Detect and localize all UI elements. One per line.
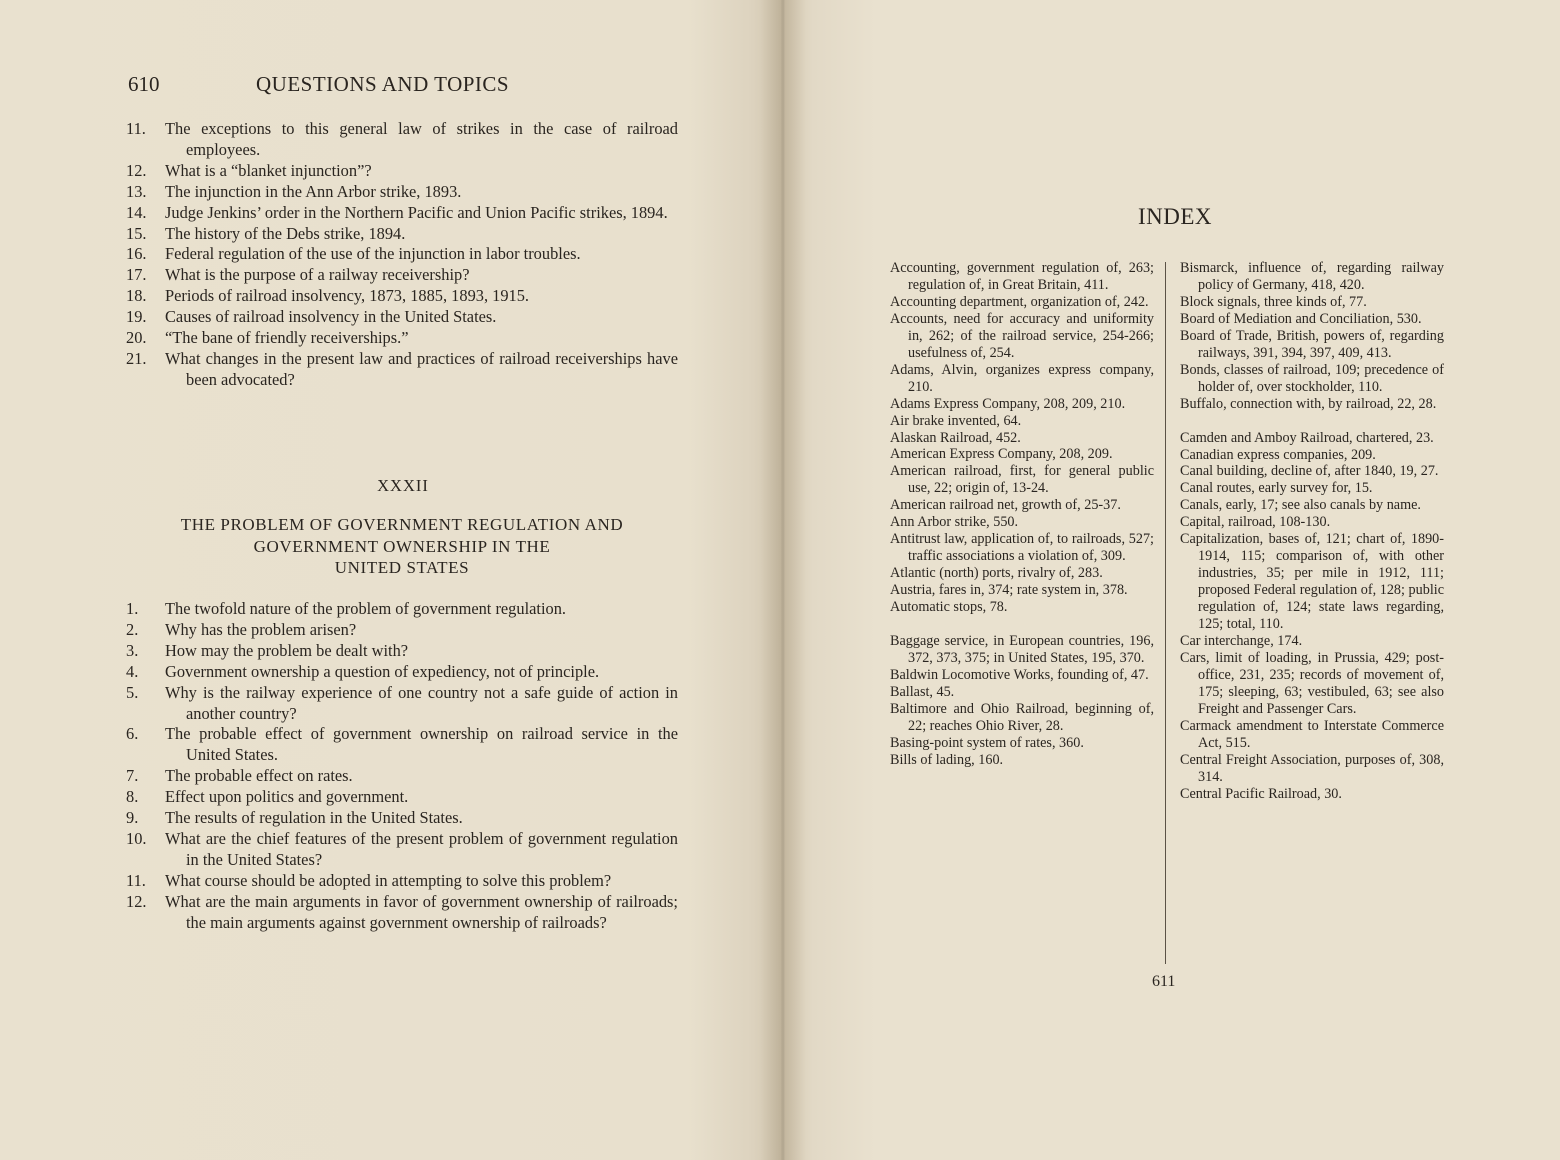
question-item	[126, 766, 678, 787]
question-item	[126, 182, 678, 203]
index-column-left	[890, 260, 1154, 769]
index-entry: Board of Trade, British, powers of, regarding railways, 391, 394, 397, 409, 413.	[1180, 327, 1444, 361]
question-number: 21.	[126, 348, 147, 368]
question-number: 16.	[126, 244, 147, 264]
question-text: Causes of railroad insolvency in the United States.	[165, 307, 497, 327]
index-entry: Antitrust law, application of, to railroads, 527; traffic associations a violation of, 309.	[890, 531, 1154, 565]
question-number: 19.	[126, 307, 147, 327]
index-entry: Canal building, decline of, after 1840, 19, 27.	[1180, 463, 1439, 480]
index-entry: Adams Express Company, 208, 209, 210.	[890, 395, 1126, 412]
question-number: 10.	[126, 828, 147, 848]
question-number: 7.	[126, 766, 139, 786]
question-item	[126, 286, 678, 307]
question-item	[126, 871, 678, 892]
question-text: How may the problem be dealt with?	[165, 640, 409, 660]
index-entry: Bonds, classes of railroad, 109; precedence of holder of, over stockholder, 110.	[1180, 361, 1444, 395]
question-item	[126, 683, 678, 725]
question-item	[126, 265, 678, 286]
question-list-top	[126, 119, 678, 391]
index-entry: Alaskan Railroad, 452.	[890, 429, 1021, 446]
index-entry: Bills of lading, 160.	[890, 751, 1004, 768]
question-number: 5.	[126, 682, 139, 702]
question-number: 9.	[126, 808, 139, 828]
running-head	[128, 72, 678, 98]
index-entry: Car interchange, 174.	[1180, 633, 1303, 650]
question-number: 1.	[126, 599, 139, 618]
section-title	[126, 514, 678, 579]
question-text: Why is the railway experience of one country not a safe guide of action in another country?	[165, 682, 678, 723]
question-number: 20.	[126, 328, 147, 348]
question-number: 11.	[126, 870, 146, 890]
index-entry: Baggage service, in European countries, 196, 372, 373, 375; in United States, 195, 370.	[890, 633, 1154, 666]
question-number: 8.	[126, 787, 139, 807]
question-number: 15.	[126, 223, 147, 243]
column-divider	[1165, 262, 1166, 964]
page-number-right: 611	[1152, 973, 1176, 990]
index-entry: Central Pacific Railroad, 30.	[1180, 785, 1342, 802]
index-entry: American Express Company, 208, 209.	[890, 446, 1113, 463]
question-number: 11.	[126, 119, 146, 138]
question-text: What are the main arguments in favor of government ownership of railroads; the main arguments against government ownership of railroads?	[165, 891, 678, 932]
index-entry: Capital, railroad, 108-130.	[1180, 514, 1331, 531]
question-text: What are the chief features of the present problem of government regulation in the United States?	[165, 828, 678, 869]
index-letter-gap	[1180, 413, 1444, 430]
index-entry: Ballast, 45.	[890, 683, 955, 700]
index-entry: Canals, early, 17; see also canals by name.	[1180, 497, 1421, 514]
question-text: Government ownership a question of expediency, not of principle.	[165, 661, 600, 681]
index-entry: Central Freight Association, purposes of, 308, 314.	[1180, 751, 1444, 785]
question-item	[126, 787, 678, 808]
index-entry: Bismarck, influence of, regarding railway policy of Germany, 418, 420.	[1180, 260, 1444, 293]
question-number: 12.	[126, 160, 147, 180]
question-item	[126, 599, 678, 620]
index-entry: Air brake invented, 64.	[890, 412, 1022, 429]
question-text: What changes in the present law and practices of railroad receiverships have been advocated?	[165, 348, 678, 389]
question-item	[126, 892, 678, 934]
index-column-right	[1180, 260, 1444, 803]
index-entry: Accounting, government regulation of, 263; regulation of, in Great Britain, 411.	[890, 260, 1154, 293]
question-item	[126, 620, 678, 641]
question-number: 3.	[126, 640, 139, 660]
question-list-bottom	[126, 599, 678, 934]
index-entry: American railroad net, growth of, 25-37.	[890, 497, 1121, 514]
question-item	[126, 662, 678, 683]
index-title: INDEX	[1137, 204, 1213, 229]
index-entry: American railroad, first, for general public use, 22; origin of, 13-24.	[890, 463, 1154, 497]
question-item	[126, 349, 678, 391]
question-item	[126, 224, 678, 245]
question-text: “The bane of friendly receiverships.”	[165, 328, 409, 348]
index-entry: Capitalization, bases of, 121; chart of, 1890-1914, 115; comparison of, with other industries, 35; per mile in 1912, 111; proposed Federal regulation of, 128; public regulation of, 124; state laws regarding, 125; total, 110.	[1180, 531, 1444, 633]
index-entry: Camden and Amboy Railroad, chartered, 23.	[1180, 429, 1434, 446]
index-entry: Ann Arbor strike, 550.	[890, 514, 1019, 531]
question-item	[126, 244, 678, 265]
index-entry: Cars, limit of loading, in Prussia, 429; post-office, 231, 235; records of movement of, 175; sleeping, 63; vestibuled, 63; see also Freight and Passenger Cars.	[1180, 649, 1444, 717]
index-entry: Board of Mediation and Conciliation, 530.	[1180, 310, 1422, 327]
question-item	[126, 829, 678, 871]
question-item	[126, 641, 678, 662]
index-entry: Block signals, three kinds of, 77.	[1180, 293, 1367, 310]
question-number: 12.	[126, 891, 147, 911]
index-entry: Austria, fares in, 374; rate system in, 378.	[890, 582, 1128, 599]
index-entry: Canal routes, early survey for, 15.	[1180, 480, 1373, 497]
question-item	[126, 161, 678, 182]
section-title-line: UNITED STATES	[334, 558, 470, 577]
question-number: 13.	[126, 181, 147, 201]
question-text: Why has the problem arisen?	[165, 619, 357, 639]
question-number: 6.	[126, 724, 139, 744]
index-entry: Buffalo, connection with, by railroad, 22, 28.	[1180, 395, 1437, 412]
index-entry: Basing-point system of rates, 360.	[890, 734, 1084, 751]
question-text: Federal regulation of the use of the injunction in labor troubles.	[165, 244, 581, 264]
question-text: The probable effect on rates.	[165, 766, 353, 786]
question-item	[126, 119, 678, 161]
question-text: What course should be adopted in attempting to solve this problem?	[165, 870, 612, 890]
question-number: 17.	[126, 265, 147, 285]
index-entry: Baldwin Locomotive Works, founding of, 47.	[890, 666, 1149, 683]
book-gutter	[760, 0, 806, 1160]
index-letter-gap	[890, 616, 1154, 633]
question-text: What is a “blanket injunction”?	[165, 160, 372, 180]
question-text: The history of the Debs strike, 1894.	[165, 223, 406, 243]
question-text: Judge Jenkins’ order in the Northern Pacific and Union Pacific strikes, 1894.	[165, 202, 668, 222]
section-title-line: THE PROBLEM OF GOVERNMENT REGULATION AND	[180, 515, 624, 534]
question-number: 4.	[126, 661, 139, 681]
question-item	[126, 808, 678, 829]
question-number: 2.	[126, 619, 139, 639]
question-text: Periods of railroad insolvency, 1873, 1885, 1893, 1915.	[165, 286, 530, 306]
question-text: The injunction in the Ann Arbor strike, 1893.	[165, 181, 462, 201]
question-item	[126, 203, 678, 224]
question-number: 14.	[126, 202, 147, 222]
index-entry: Baltimore and Ohio Railroad, beginning of, 22; reaches Ohio River, 28.	[890, 700, 1154, 734]
question-text: Effect upon politics and government.	[165, 787, 409, 807]
index-entry: Canadian express companies, 209.	[1180, 446, 1376, 463]
index-entry: Atlantic (north) ports, rivalry of, 283.	[890, 565, 1103, 582]
index-entry: Adams, Alvin, organizes express company, 210.	[890, 361, 1154, 395]
index-entry: Carmack amendment to Interstate Commerce Act, 515.	[1180, 717, 1444, 751]
question-text: The exceptions to this general law of strikes in the case of railroad employees.	[165, 119, 678, 159]
question-text: The probable effect of government ownership on railroad service in the United States.	[165, 724, 678, 765]
question-item	[126, 328, 678, 349]
question-item	[126, 307, 678, 328]
section-title-line: GOVERNMENT OWNERSHIP IN THE	[253, 536, 551, 556]
question-text: What is the purpose of a railway receivership?	[165, 265, 470, 285]
index-entry: Accounts, need for accuracy and uniformity in, 262; of the railroad service, 254-266; usefulness of, 254.	[890, 310, 1154, 361]
question-item	[126, 724, 678, 766]
index-entry: Accounting department, organization of, 242.	[890, 293, 1149, 310]
question-number: 18.	[126, 286, 147, 306]
question-text: The twofold nature of the problem of government regulation.	[165, 599, 566, 618]
question-text: The results of regulation in the United States.	[165, 808, 463, 828]
index-entry: Automatic stops, 78.	[890, 599, 1008, 616]
running-title: QUESTIONS AND TOPICS	[256, 72, 510, 96]
section-number: XXXII	[377, 476, 429, 495]
page-number-left: 610	[128, 72, 160, 96]
